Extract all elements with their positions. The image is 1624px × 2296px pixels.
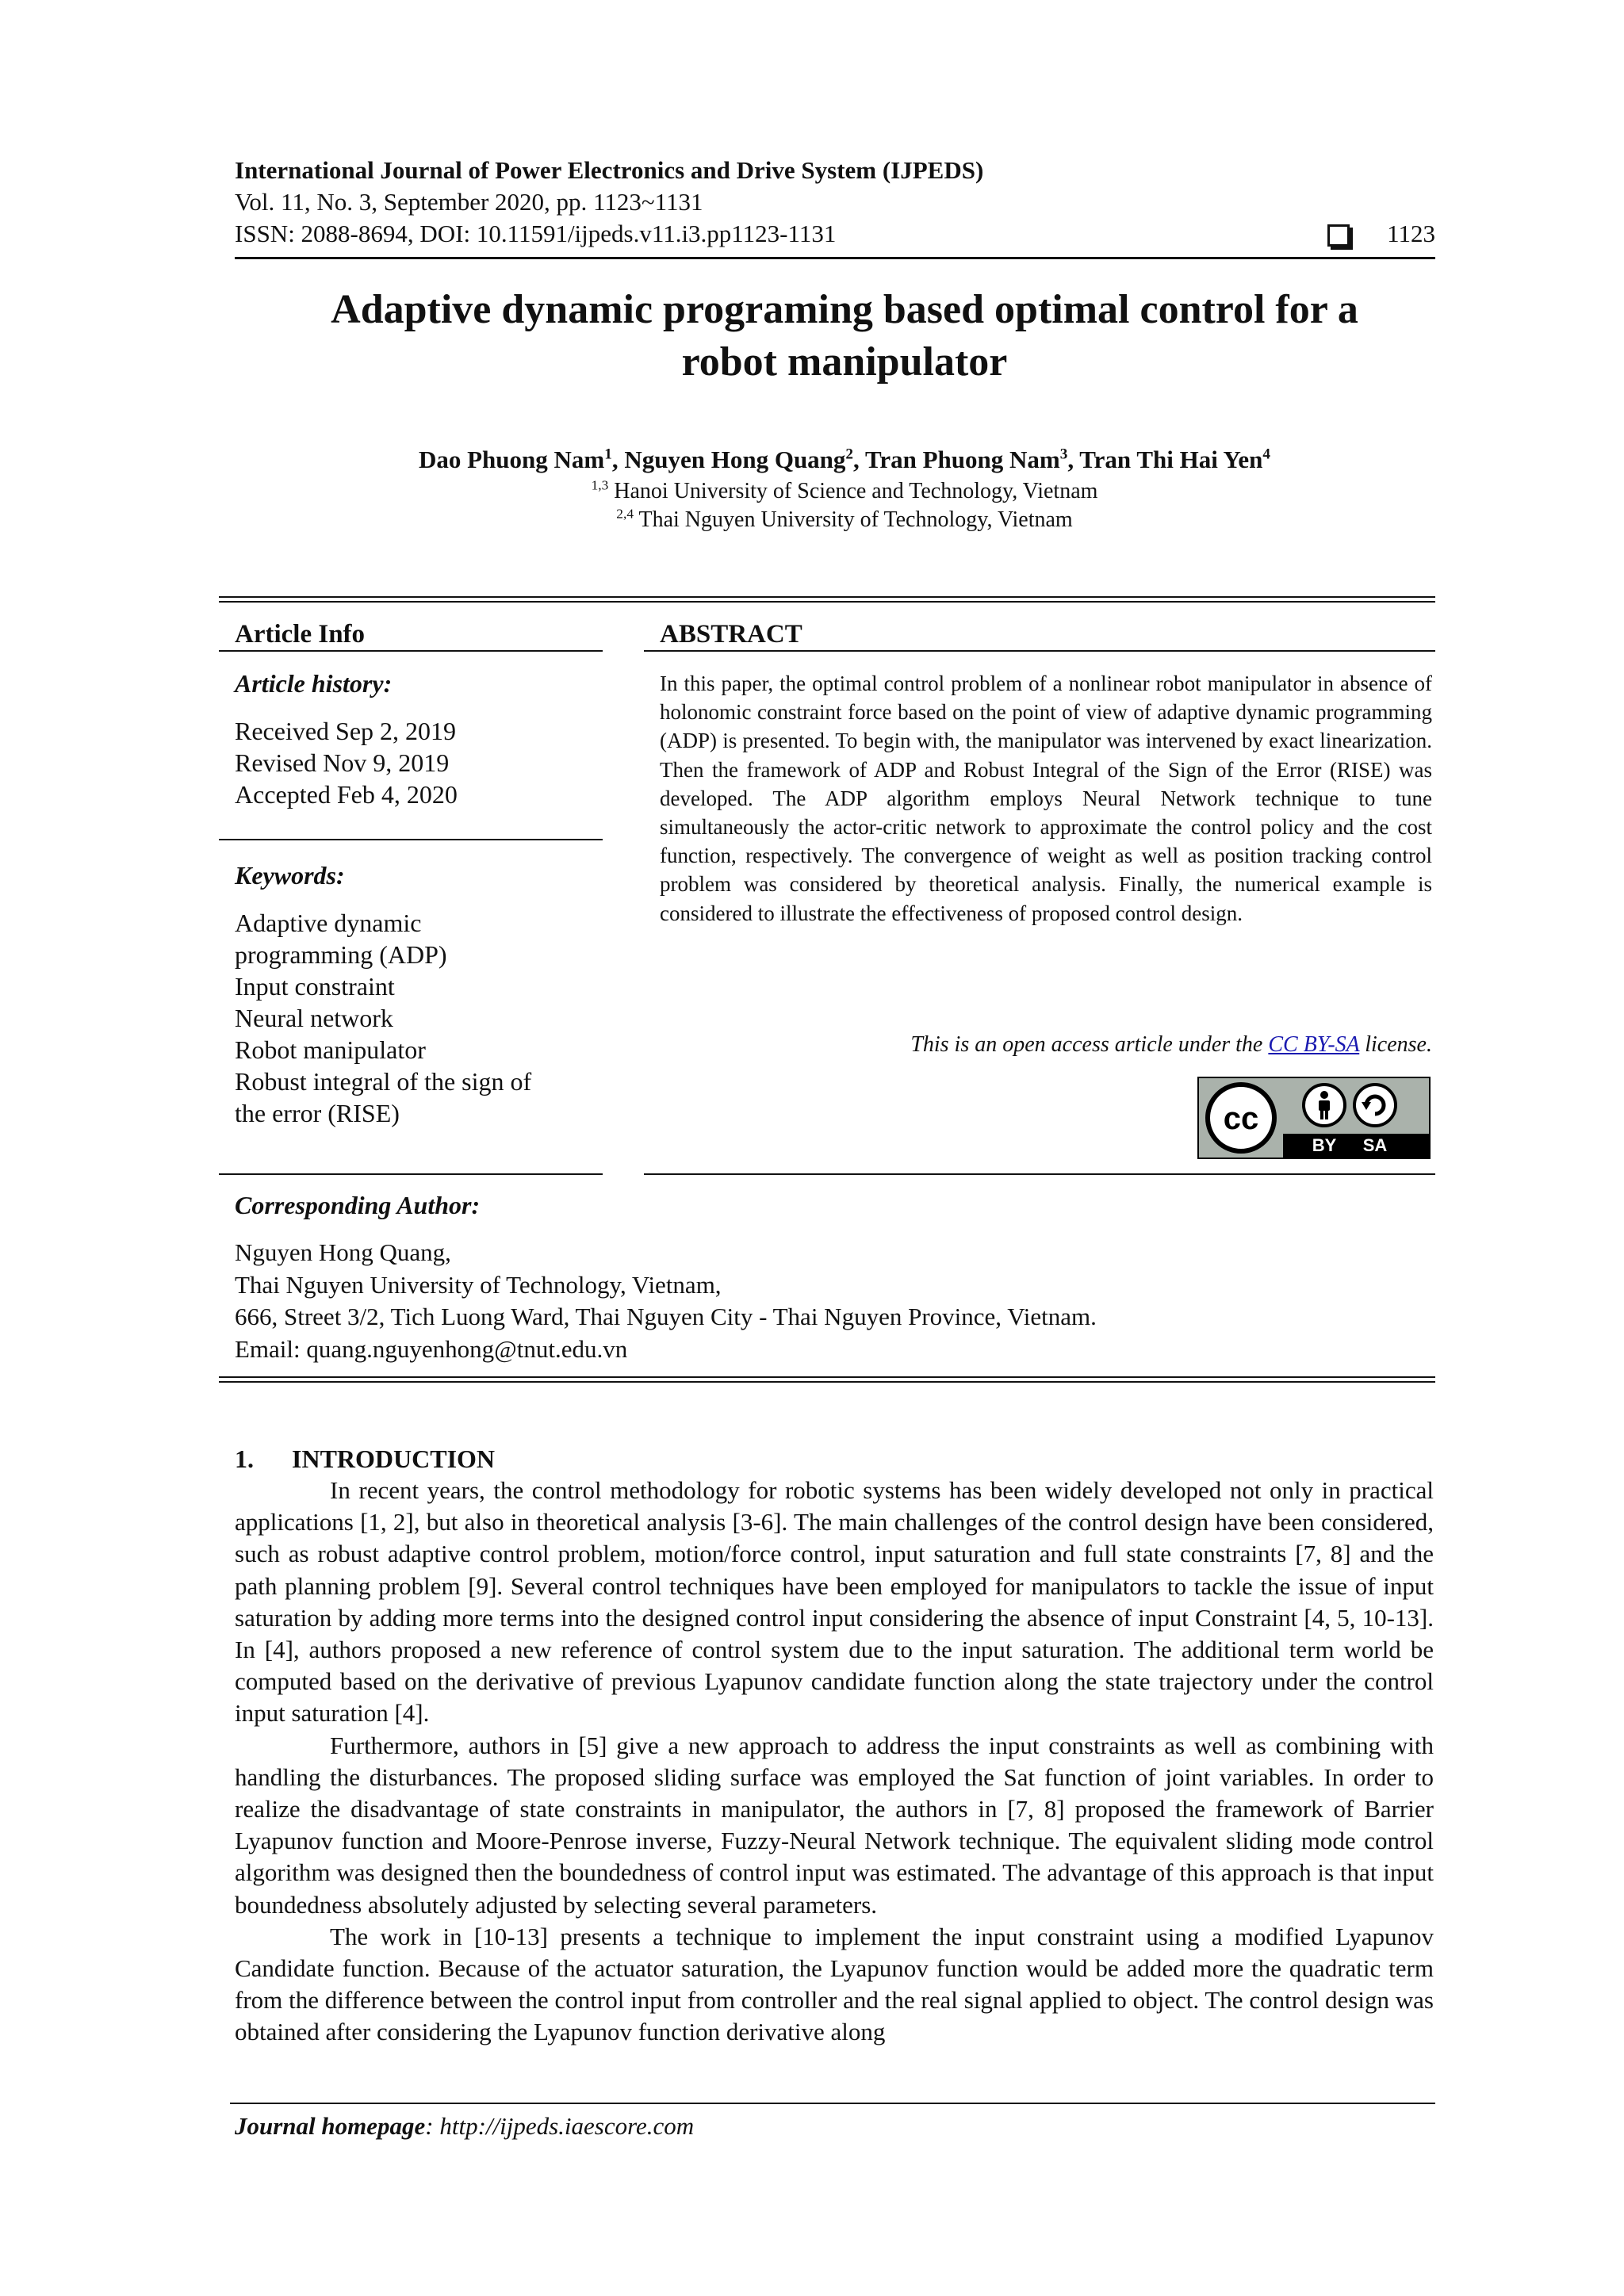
author-name: Tran Thi Hai Yen <box>1079 446 1263 473</box>
corresponding-details <box>235 1237 1432 1365</box>
box-top-rule <box>219 601 1435 603</box>
title-line-2: robot manipulator <box>681 339 1008 385</box>
keyword: programming (ADP) <box>235 940 447 969</box>
by-person-icon <box>1304 1085 1345 1126</box>
cc-icon <box>1208 1085 1274 1151</box>
by-label: BY <box>1312 1135 1337 1155</box>
license-note: This is an open access article under the CC BY-SA license. <box>910 1032 1432 1057</box>
affiliation: $^{1,3}$ Hanoi University of Science and Technology, Vietnam <box>591 477 1098 503</box>
section-number: 1. <box>235 1445 254 1473</box>
abstract-text: In this paper, the optimal control problem of a nonlinear robot manipulator in absence of holonomic constraint force based on the point of view of adaptive dynamic programming (ADP) is presented. To begin with, the manipulator was intervened by exact linearization. Then the framework of ADP and Robust Integral of the Sign of the Error (RISE) was developed. The ADP algorithm employs Neural Network technique to tune simultaneously the actor-critic network to approximate the control policy and the cost function, respectively. The convergence of weight as well as position tracking control problem was considered by theoretical analysis. Finally, the numerical example is considered to illustrate the effectiveness of proposed control design. <box>660 672 1432 925</box>
author-name: Nguyen Hong Quang <box>624 446 846 473</box>
info-rule <box>219 1173 603 1175</box>
introduction-body <box>235 1475 1434 2049</box>
box-bottom-rule <box>219 1376 1435 1378</box>
page-number: 1123 <box>1387 220 1435 247</box>
keywords-heading: Keywords: <box>235 861 345 890</box>
revised-date: Revised Nov 9, 2019 <box>235 748 450 777</box>
keyword: Adaptive dynamic <box>235 909 422 937</box>
volume-info: Vol. 11, No. 3, September 2020, pp. 1123~1131 <box>235 188 703 216</box>
checkbox-icon <box>1327 224 1350 247</box>
sa-label: SA <box>1362 1135 1388 1155</box>
abstract-heading: ABSTRACT <box>660 620 802 649</box>
box-bottom-rule <box>219 1381 1435 1383</box>
svg-text:cc: cc <box>1223 1101 1259 1136</box>
keyword: Robot manipulator <box>235 1035 426 1064</box>
footer-rule <box>230 2103 1435 2104</box>
homepage-link[interactable]: http://ijpeds.iaescore.com <box>439 2112 695 2140</box>
paragraph: The work in [10-13] presents a technique to implement the input constraint using a modified Lyapunov Candidate function. Because of the actuator saturation, the Lyapunov function would be added more the quadratic term from the difference between the control input from controller and the real signal applied to object. The control design was obtained after considering the Lyapunov function derivative along <box>235 1922 1434 2046</box>
share-alike-icon <box>1354 1085 1396 1126</box>
affiliation: $^{2,4}$ Thai Nguyen University of Technology, Vietnam <box>616 506 1073 532</box>
corresponding-heading: Corresponding Author: <box>235 1191 481 1219</box>
title-line-1: Adaptive dynamic programing based optimal control for a <box>331 287 1358 332</box>
corresponding-institution: Thai Nguyen University of Technology, Vietnam, <box>235 1270 722 1299</box>
cc-by-sa-link[interactable]: CC BY-SA <box>1268 1032 1360 1057</box>
received-date: Received Sep 2, 2019 <box>235 717 457 745</box>
journal-name: International Journal of Power Electronics and Drive System (IJPEDS) <box>235 156 984 184</box>
corresponding-email: Email: quang.nguyenhong@tnut.edu.vn <box>235 1334 628 1363</box>
keyword: Input constraint <box>235 972 395 1001</box>
article-info-heading: Article Info <box>235 620 366 649</box>
history-heading: Article history: <box>235 669 393 698</box>
keyword: Robust integral of the sign of <box>235 1067 532 1096</box>
info-rule <box>219 650 603 652</box>
cc-by-sa-badge[interactable] <box>1197 1077 1431 1159</box>
abstract-rule <box>644 650 1435 652</box>
author-name: Tran Phuong Nam <box>864 446 1060 473</box>
journal-homepage: Journal homepage: http://ijpeds.iaescore.com <box>235 2112 695 2140</box>
paper-title <box>159 284 1530 388</box>
paragraph: Furthermore, authors in [5] give a new approach to address the input constraints as well as combining with handling the disturbances. The proposed sliding surface was employed the Sat function of joint variables. In order to realize the disadvantage of state constraints in manipulator, the authors in [7, 8] proposed the framework of Barrier Lyapunov function and Moore-Penrose inverse, Fuzzy-Neural Network technique. The equivalent sliding mode control algorithm was designed then the boundedness of control input was estimated. The advantage of this approach is that input boundedness absolutely adjusted by selecting several parameters. <box>235 1731 1434 1919</box>
issn-doi: ISSN: 2088-8694, DOI: 10.11591/ijpeds.v11.i3.pp1123-1131 <box>235 220 837 247</box>
header-rule <box>235 257 1435 259</box>
keyword: Neural network <box>235 1004 393 1032</box>
paragraph: In recent years, the control methodology for robotic systems has been widely developed not only in practical applications [1, 2], but also in theoretical analysis [3-6]. The main challenges of the control design have been considered, such as robust adaptive control problem, motion/force control, input saturation and full state constraints [7, 8] and the path planning problem [9]. Several control techniques have been employed for manipulators to tackle the issue of input saturation by adding more terms into the designed control input considering the absence of input Constraint [4, 5, 10-13]. In [4], authors proposed a new reference of control system due to the input saturation. The additional term world be computed based on the derivative of previous Lyapunov candidate function along the state trajectory under the control input saturation [4]. <box>235 1476 1434 1728</box>
author-name: Dao Phuong Nam <box>418 446 605 473</box>
box-top-rule <box>219 596 1435 598</box>
author-list: Dao Phuong Nam$^1$, Nguyen Hong Quang$^2$, Tran Phuong Nam$^3$, Tran Thi Hai Yen$^4$ <box>418 446 1271 473</box>
info-rule <box>219 839 603 840</box>
corresponding-name: Nguyen Hong Quang, <box>235 1238 451 1266</box>
section-heading: INTRODUCTION <box>292 1445 496 1473</box>
abstract-rule <box>644 1173 1435 1175</box>
corresponding-address: 666, Street 3/2, Tich Luong Ward, Thai Nguyen City - Thai Nguyen Province, Vietnam. <box>235 1303 1097 1330</box>
keyword-list <box>235 907 599 1129</box>
keyword: the error (RISE) <box>235 1099 400 1127</box>
accepted-date: Accepted Feb 4, 2020 <box>235 780 458 809</box>
